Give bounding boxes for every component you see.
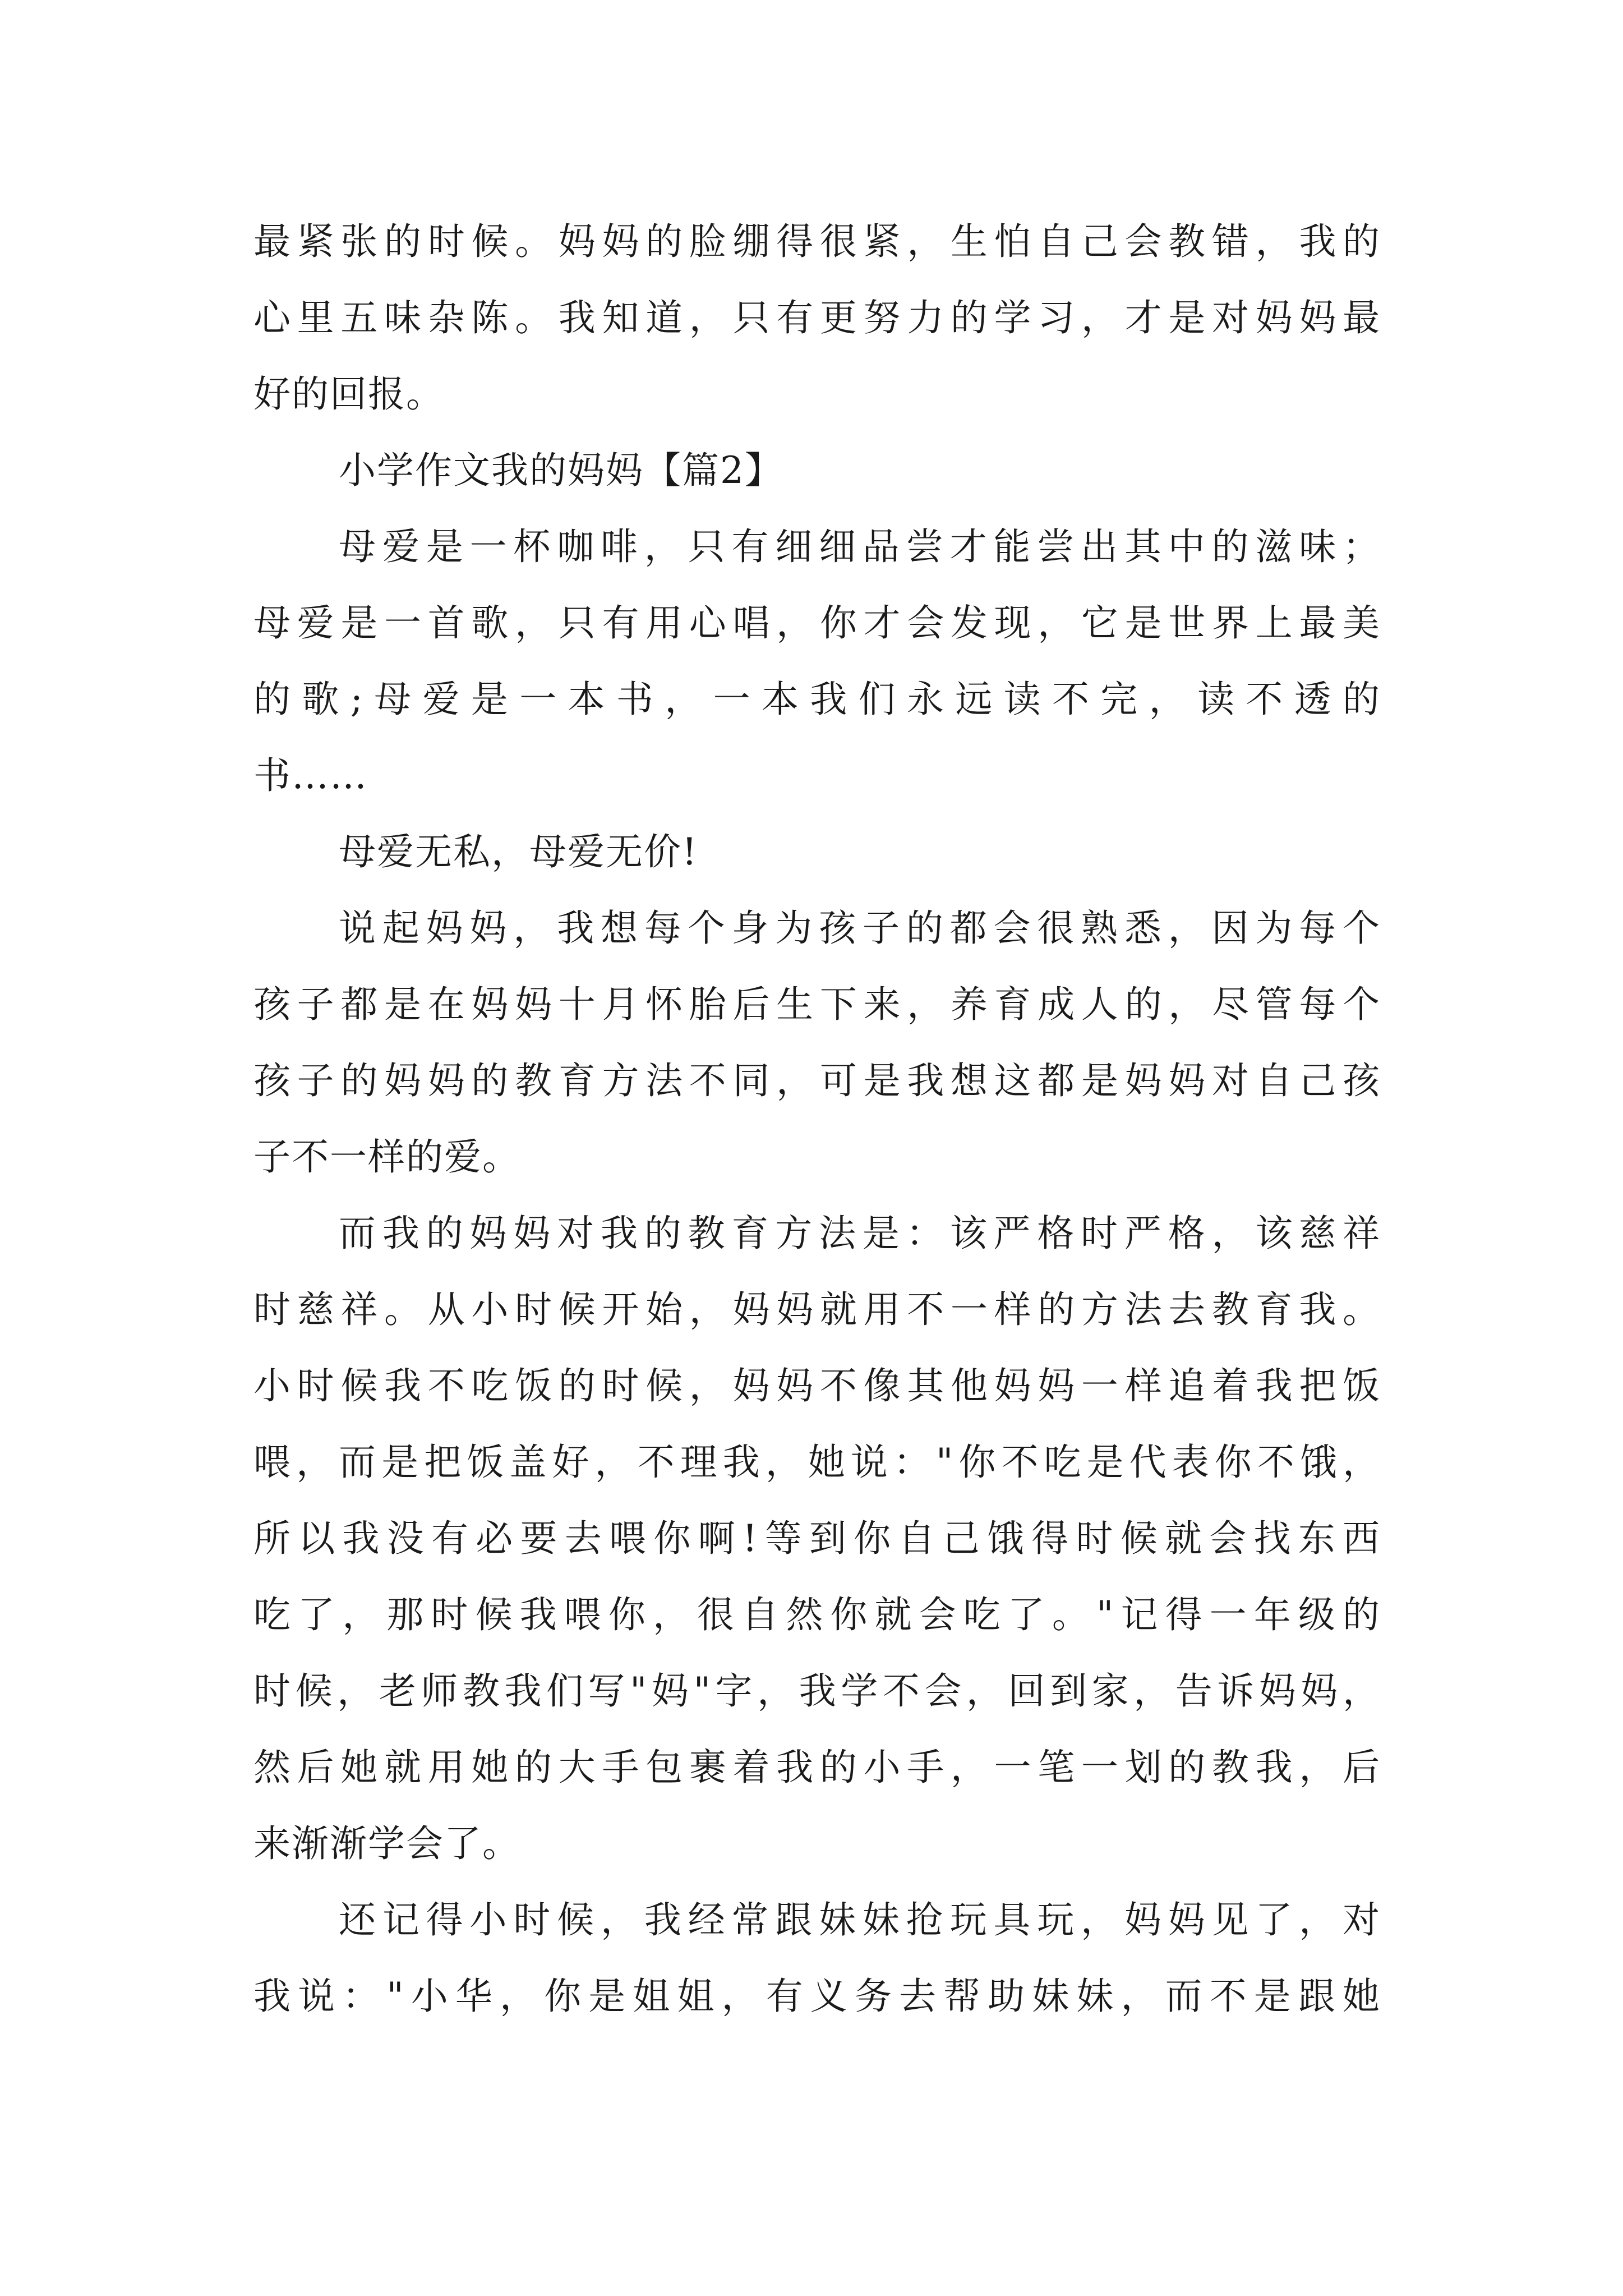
section-heading: 小学作文我的妈妈【篇2】 <box>339 449 783 492</box>
text-line: 所以我没有必要去喂你啊!等到你自己饿得时候就会找东西 <box>253 1517 1381 1560</box>
text-line: 吃了，那时候我喂你，很自然你就会吃了。"记得一年级的 <box>253 1593 1381 1636</box>
text-line: 喂，而是把饭盖好，不理我，她说："你不吃是代表你不饿， <box>253 1441 1381 1484</box>
text-line: 来渐渐学会了。 <box>253 1822 520 1865</box>
text-line: 我说："小华，你是姐姐，有义务去帮助妹妹，而不是跟她 <box>253 1975 1381 2018</box>
text-line: 心里五味杂陈。我知道，只有更努力的学习，才是对妈妈最 <box>253 296 1381 339</box>
text-line: 母爱是一首歌，只有用心唱，你才会发现，它是世界上最美 <box>253 601 1381 645</box>
text-line: 书…… <box>253 754 368 797</box>
text-line: 还记得小时候，我经常跟妹妹抢玩具玩，妈妈见了，对 <box>339 1898 1381 1941</box>
text-line: 说起妈妈，我想每个身为孩子的都会很熟悉，因为每个 <box>339 907 1381 950</box>
text-line: 母爱无私，母爱无价! <box>339 830 698 873</box>
text-line: 而我的妈妈对我的教育方法是：该严格时严格，该慈祥 <box>339 1212 1381 1255</box>
text-line: 子不一样的爱。 <box>253 1135 520 1179</box>
text-line: 时候，老师教我们写"妈"字，我学不会，回到家，告诉妈妈， <box>253 1669 1381 1713</box>
text-line: 孩子的妈妈的教育方法不同，可是我想这都是妈妈对自己孩 <box>253 1059 1381 1102</box>
text-line: 孩子都是在妈妈十月怀胎后生下来，养育成人的，尽管每个 <box>253 983 1381 1026</box>
text-line: 的歌;母爱是一本书，一本我们永远读不完，读不透的 <box>253 678 1381 721</box>
text-line: 小时候我不吃饭的时候，妈妈不像其他妈妈一样追着我把饭 <box>253 1364 1381 1407</box>
text-line: 好的回报。 <box>253 372 444 416</box>
text-line: 最紧张的时候。妈妈的脸绷得很紧，生怕自己会教错，我的 <box>253 220 1381 263</box>
text-line: 时慈祥。从小时候开始，妈妈就用不一样的方法去教育我。 <box>253 1288 1381 1331</box>
text-line: 母爱是一杯咖啡，只有细细品尝才能尝出其中的滋味； <box>339 525 1381 568</box>
text-line: 然后她就用她的大手包裹着我的小手，一笔一划的教我，后 <box>253 1746 1381 1789</box>
